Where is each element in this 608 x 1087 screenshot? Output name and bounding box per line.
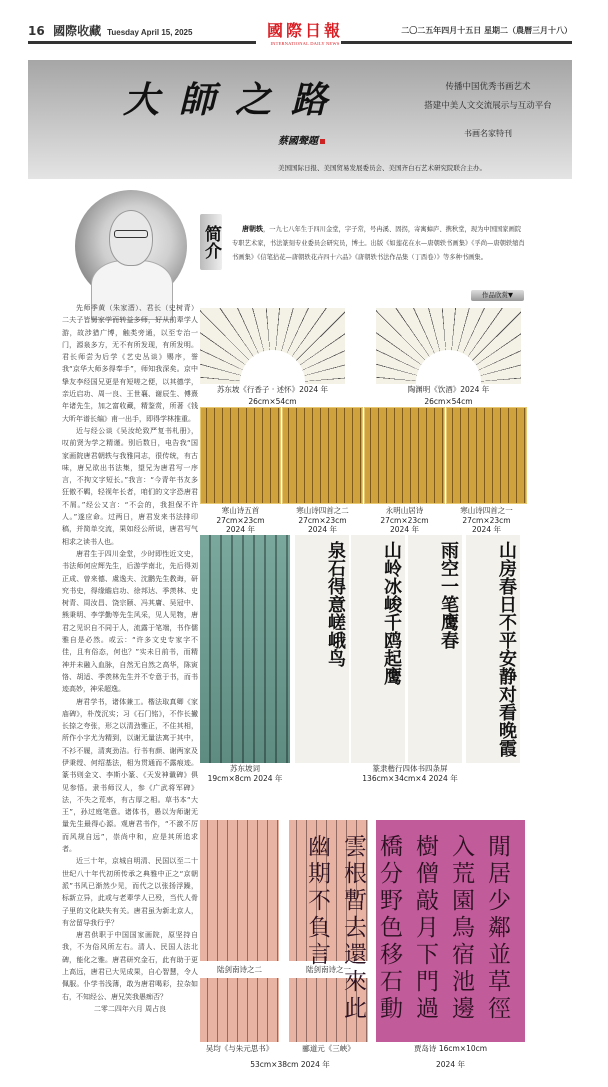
artwork-caption: 吴均《与朱元思书》 xyxy=(205,1044,274,1053)
page-number: 16 xyxy=(28,24,45,38)
pink-artwork xyxy=(200,978,279,1042)
pink-artwork xyxy=(200,820,279,961)
slogan-1: 传播中国优秀书画艺术 xyxy=(445,82,531,92)
artwork-size: 2024 年 xyxy=(436,1060,465,1069)
magenta-artwork: 閒居少鄰並草徑入荒園鳥宿池邊樹僧敲月下門過橋分野色移石動雲根暫去還來此幽期不負言 xyxy=(376,820,525,1042)
newspaper-logo xyxy=(255,18,355,46)
calligraphy-signature: 蔡國聲題 xyxy=(278,132,325,147)
article-paragraph: 唐君生于四川金堂，少时即性近文史，书法师何应辉先生，后游学南北，先后得刘正成、曾来德、虞逸夫、沈鹏先生教诲，研究书史，得缘瞻启功、徐邦达、季羡林、史树青、周汝昌、饶宗颐、冯其庸、吴冠中、熊秉明、李学勤等先生风采，见人见物，唐君之见识自不同于人，流露于笔端，书作儒雅自是必然。或云：“许多文史专家字不佳，且有俗态，何也？”实未日前书，而精神并未融入血脉，自然无自然之高华，陈寅恪、胡适、季羡林先生并不专意于书，而书迹高妙，神采超逸。 xyxy=(62,549,198,694)
screen-panel: 山房春日不平安静对看晚霞 xyxy=(466,535,520,763)
gold-artwork xyxy=(446,407,527,504)
header-rule xyxy=(28,41,256,44)
seal-icon xyxy=(320,139,325,144)
header-rule xyxy=(341,41,572,44)
special-edition: 书画名家特刊 xyxy=(464,129,512,138)
gallery-toggle-button[interactable]: 作品欣赏▼ xyxy=(471,290,524,301)
gold-artwork xyxy=(200,407,281,504)
screen-panel: 雨空一笔鹰春 xyxy=(408,535,462,763)
banner xyxy=(28,60,572,179)
date-en: Tuesday April 15, 2025 xyxy=(107,28,193,37)
artist-portrait xyxy=(75,190,187,302)
article-signoff: 二零二四年六月 周占良 xyxy=(93,1004,167,1013)
artwork-caption: 陆剑南诗之二 xyxy=(217,965,262,974)
section-name: 國際收藏 xyxy=(53,24,102,38)
date-cn: 二〇二五年四月十五日 星期二（農曆三月十八） xyxy=(401,26,572,35)
artwork-caption: 寒山诗四首之二 27cm×23cm 2024 年 xyxy=(296,506,349,534)
fan-artwork xyxy=(376,308,521,384)
artwork-size: 26cm×54cm xyxy=(424,397,473,406)
artwork-caption: 郦道元《三峡》 xyxy=(302,1044,355,1053)
article-paragraph: 先师季黄（朱家溍）、君长（史树青）二夫子皆舅家学而转益多师，好从前辈学人游，故涉猎广博，触类旁通，以至专治一门，源泉多方，无不有所发现，有所发明。君长师尝为后学《艺史丛谈》赐序，誉我“京华大师多得奉手”，师知我深矣。京中挚友李经国兄更是有短嗟之便，以其德学，亲近启功、周一良、王世襄、谢辰生、傅熹年诸先生，加之富收藏，精鉴赏，所著《钱大昕年谱长编》甫一出手，即得学林推重。 xyxy=(62,304,198,423)
gold-artwork xyxy=(282,407,363,504)
article-column xyxy=(62,302,198,1015)
slogan-2: 搭建中美人文交流展示与互动平台 xyxy=(424,101,552,111)
artwork-caption: 永明山居诗 27cm×23cm 2024 年 xyxy=(380,506,429,534)
green-artwork xyxy=(200,535,290,763)
artist-name: 唐朝轶 xyxy=(242,225,263,233)
intro-label: 简介 xyxy=(200,214,222,270)
article-paragraph: 近三十年，京城自明清、民国以至二十世纪八十年代初所传承之典雅中正之“京朝派”书风已渐然少见，而代之以张扬浮躁，标新立异，此或与老辈学人已殁，当代人骨子里的文化缺失有关。唐君虽为新北京人，有岔留导我行乎？ xyxy=(62,857,198,927)
artwork-size: 26cm×54cm xyxy=(248,397,297,406)
artwork-caption: 寒山诗五首 27cm×23cm 2024 年 xyxy=(216,506,265,534)
organizers: 美国国际日报、美国贸易发展委员会、美国齐白石艺术研究院联合主办。 xyxy=(278,164,486,172)
artwork-caption: 陶渊明《饮酒》2024 年 xyxy=(407,385,490,394)
header-section xyxy=(28,22,192,39)
article-paragraph: 唐君学书，诸体兼工。楷法取真卿《家庙碑》，朴茂沉实；习《石门铭》，不作长撇长捺之夸张，形之以清劲雅正，不住其相，所作小字尤为精到，以谢无量法寓于其中，不衫不履，清爽劲洁。行书有颜、谢两家及伊秉绶、何绍基法，相为贯通而不露痕迹。篆书则金文、李斯小篆、《天发神谶碑》俱见参悟。隶书师汉人，参《广武将军碑》法，不失之荒率，有古厚之相。草书本“大王”，孙过庭笔意。诸体书，愚以为师谢无量先生最得心源。观唐君书作，“不激不厉而风规自远”，崇尚中和，应是其所追求者。 xyxy=(62,697,198,854)
artwork-caption: 苏东坡词 19cm×8cm 2024 年 xyxy=(207,764,283,783)
artwork-caption: 贾岛诗 16cm×10cm xyxy=(413,1044,488,1053)
artwork-caption: 苏东坡《行香子 · 述怀》2024 年 xyxy=(216,385,329,394)
logo-cn: 國際日報 xyxy=(266,21,343,40)
fan-artwork xyxy=(200,308,345,384)
logo-en: INTERNATIONAL DAILY NEWS xyxy=(270,41,340,46)
article-paragraph: 近与经公谈《吴汝纶致严复书札册》，叹前贤为学之精谨。别后数日，电告我“国家画院唐君朝轶与我雅同志，很传统，有古味，唐兄欲出书法集，望兄为唐君写一序言，不拘文字短长。”我言：“今青年书友多狂傲不羁，轻视年长者，咱们的文字恐唐君不屑。”经公又言：“不会的，我担保不许人。”遂应命。过两日，唐君发来书法排印稿，并简单交流，果如经公所说，唐君写气相求之读书人也。 xyxy=(62,426,198,546)
screen-panel: 泉石得意嵯峨鸟 xyxy=(295,535,349,763)
artwork-caption: 篆隶楷行四体书四条屏 136cm×34cm×4 2024 年 xyxy=(362,764,458,783)
artwork-caption: 寒山诗四首之一 27cm×23cm 2024 年 xyxy=(460,506,513,534)
banner-title: 大師之路 xyxy=(123,79,348,121)
article-paragraph: 唐君供职于中国国家画院，原坚持自我，不为俗风所左右。清人、民国人法北碑，能化之雅。唐君研究金石，此有助于更上高远，唐君已大见成果，自心智慧，令人佩服。仆学书浅薄，敢为唐君喝彩，拉杂如右，不知经公、唐兄笑我愚痴否？ xyxy=(62,931,198,1001)
artwork-size: 53cm×38cm 2024 年 xyxy=(250,1060,330,1069)
artwork-caption: 陆剑南诗之一 xyxy=(306,965,351,974)
gold-artwork xyxy=(364,407,445,504)
screen-panel: 山岭冰峻千鸥起鹰 xyxy=(351,535,405,763)
artist-bio: 唐朝轶，一九七八年生于四川金堂，字子常，号冉溪、固拐，寄寓蟑庐、携秋堂，现为中国国家画院专职艺术家，书法篆刻专业委员会研究员，博士。出版《如莲花在水—唐朝轶书画集》《孚尚—唐朝轶缩肖书画集》《信笔拈花—唐朝轶花卉四十六品》《唐朝轶书法作品集（丁酉卷）》等多种书画集。 xyxy=(232,225,525,261)
